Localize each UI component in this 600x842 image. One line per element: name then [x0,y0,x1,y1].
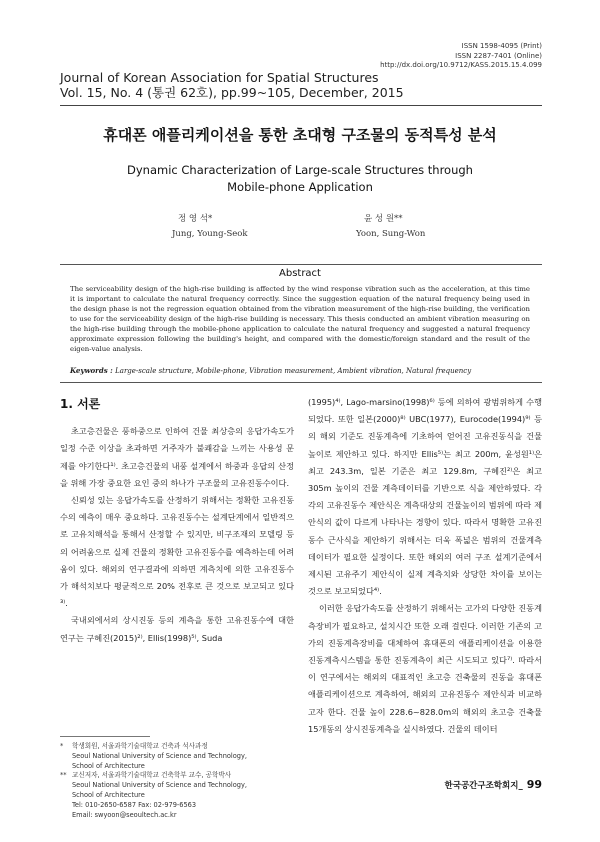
footnote-mark: * [60,742,64,750]
footnote-line: School of Architecture [72,761,145,770]
author-2 [356,212,425,242]
paper-title-english [0,162,600,196]
paragraph: 국내외에서의 상시진동 등의 계측을 통한 고유진동수에 대한 연구는 구혜진(2015)²⁾, Ellis(1998)⁵⁾, Suda [60,615,294,643]
keywords-label: Keywords : [70,366,116,375]
footnote-line: Tel: 010-2650-6587 Fax: 02-979-6563 [72,800,197,809]
journal-name: Journal of Korean Association for Spatial Structures [60,70,379,85]
issn-block [380,42,542,71]
author-2-korean: 윤 성 원** [364,214,403,224]
author-1-english: Jung, Young-Seok [172,229,248,239]
paragraph: 신뢰성 있는 응답가속도를 산정하기 위해서는 정확한 고유진동수의 예측이 매우 중요하다. 고유진동수는 설계단계에서 일반적으로 고유치해석을 통해서 산정할 수 있지만, 비구조재의 모델링 등의 어려움으로 실제 건물의 정확한 고유진동수를 예측하는데 어려움이 있다. 해외의 연구결과에 의하면 계측치에 의한 고유진동수가 해석치보다 평균적으로 20% 전후로 큰 것으로 보고되고 있다³⁾. [60,495,294,609]
footnote-line: School of Architecture [72,790,145,799]
footnote-line: Seoul National University of Science and Technology, [72,781,247,790]
section-heading-introduction: 1. 서론 [60,397,101,411]
doi-link[interactable]: http://dx.doi.org/10.9712/KASS.2015.15.4.099 [380,61,542,69]
paper-title-korean: 휴대폰 애플리케이션을 통한 초대형 구조물의 동적특성 분석 [103,126,497,144]
footnote-author-1 [60,742,294,771]
keywords-list: Large-scale structure, Mobile-phone, Vibration measurement, Ambient vibration, Natural frequency [115,367,472,375]
footnote-line: Seoul National University of Science and Technology, [72,751,247,760]
paragraph: 이러한 응답가속도를 산정하기 위해서는 고가의 다양한 진동계측장비가 필요하고, 설치시간 또한 오래 걸린다. 이러한 기존의 고가의 진동계측장비를 대체하여 휴대폰의 애플리케이션을 이용한 진동계측시스템을 통한 진동계측이 최근 시도되고 있다⁷⁾. 따라서 이 연구에서는 해외의 대표적인 초고층 건축물의 진동을 휴대폰 애플리케이션으로 계측하여, 해외의 고유진동수 제안식과 비교하고자 한다. 건물 높이 228.6~828.0m의 해외의 초고층 건축물 15개동의 상시진동계측을 실시하였다. 건물의 데이터 [308,603,542,734]
header-divider [60,105,542,106]
issn-online: ISSN 2287-7401 (Online) [455,51,542,60]
footnote-divider [60,736,150,737]
author-1 [172,212,248,242]
paragraph: 초고층건물은 풍하중으로 인하여 건물 최상층의 응답가속도가 일정 수준 이상을 초과하면 거주자가 불쾌감을 느끼는 사용성 문제를 야기한다¹⁾. 초고층건물의 내풍 설계에서 하중과 응답의 산정을 위해 가장 중요한 요인 중의 하나가 구조물의 고유진동수이다. [60,426,294,488]
footnote-email[interactable]: Email: swyoon@seoultech.ac.kr [72,810,177,819]
keywords [70,366,540,375]
footnote-line: 학생회원, 서울과학기술대학교 건축과 석사과정 [72,742,208,750]
author-1-korean: 정 영 석* [178,214,213,224]
english-title-line-2: Mobile-phone Application [227,180,373,194]
page-number: 99 [526,778,542,791]
right-column [308,394,542,738]
abstract-bottom-rule [60,382,542,383]
footnote-mark: ** [60,771,67,780]
issn-print: ISSN 1598-4095 (Print) [461,42,542,50]
footnote-line: 교신저자, 서울과학기술대학교 건축학부 교수, 공학박사 [72,771,232,780]
author-2-english: Yoon, Sung-Won [356,229,426,239]
journal-volume: Vol. 15, No. 4 (통권 62호), pp.99~105, December, 2015 [60,85,404,100]
footnotes [60,742,294,820]
footer-separator: _ [518,781,523,791]
abstract-top-rule [60,264,542,265]
page-footer [445,778,542,791]
abstract-text: The serviceability design of the high-rise building is affected by the wind response vibration such as the acceleration, at this time it is important to calculate the natural frequency correctly. Since the suggestion equation of the natural frequency being used in the design phase is not the regression equation obtained from the vibration measurement of the high-rise building, the verification to use for the serviceability design of the high-rise building is necessary. This thesis conducted an ambient vibration measuring on the high-rise building through the mobile-phone application to calculate the natural frequency and suggested a natural frequency approximate expression following the building's height, and compared with the domestic/foreign standard and the result of the eigen-value analysis. [70,285,530,353]
footer-journal-name: 한국공간구조학회지 [444,781,519,791]
paragraph: (1995)⁴⁾, Lago-marsino(1998)⁶⁾ 등에 의하여 광범위하게 수행되었다. 또한 일본(2000)⁸⁾ UBC(1977), Eurocode(1994)⁹⁾ 등의 해외 기준도 진동계측에 기초하여 얻어진 고유진동식을 건물 높이로 제안하고 있다. 하지만 Ellis⁵⁾는 최고 200m, 윤성원¹⁾은 최고 243.3m, 일본 기준은 최고 129.8m, 구혜진²⁾은 최고 305m 높이의 건물 계측데이터를 기반으로 식을 제안하였다. 각각의 고유진동수 제안식은 계측대상의 건물높이의 범위에 따라 제안식의 값이 다르게 나타나는 경향이 있다. 따라서 명확한 고유진동수 근사식을 제안하기 위해서는 더욱 폭넓은 범위의 건물계측 데이터가 필요한 실정이다. 또한 해외의 여러 구조 설계기준에서 제시된 고유주기 제안식이 실제 계측치와 상당한 차이를 보이는 것으로 보고되었다⁴⁾. [308,397,542,597]
left-column [60,396,294,647]
footnote-author-2 [60,771,294,820]
english-title-line-1: Dynamic Characterization of Large-scale Structures through [127,163,473,177]
abstract-heading: Abstract [279,268,321,279]
journal-header [60,70,404,100]
